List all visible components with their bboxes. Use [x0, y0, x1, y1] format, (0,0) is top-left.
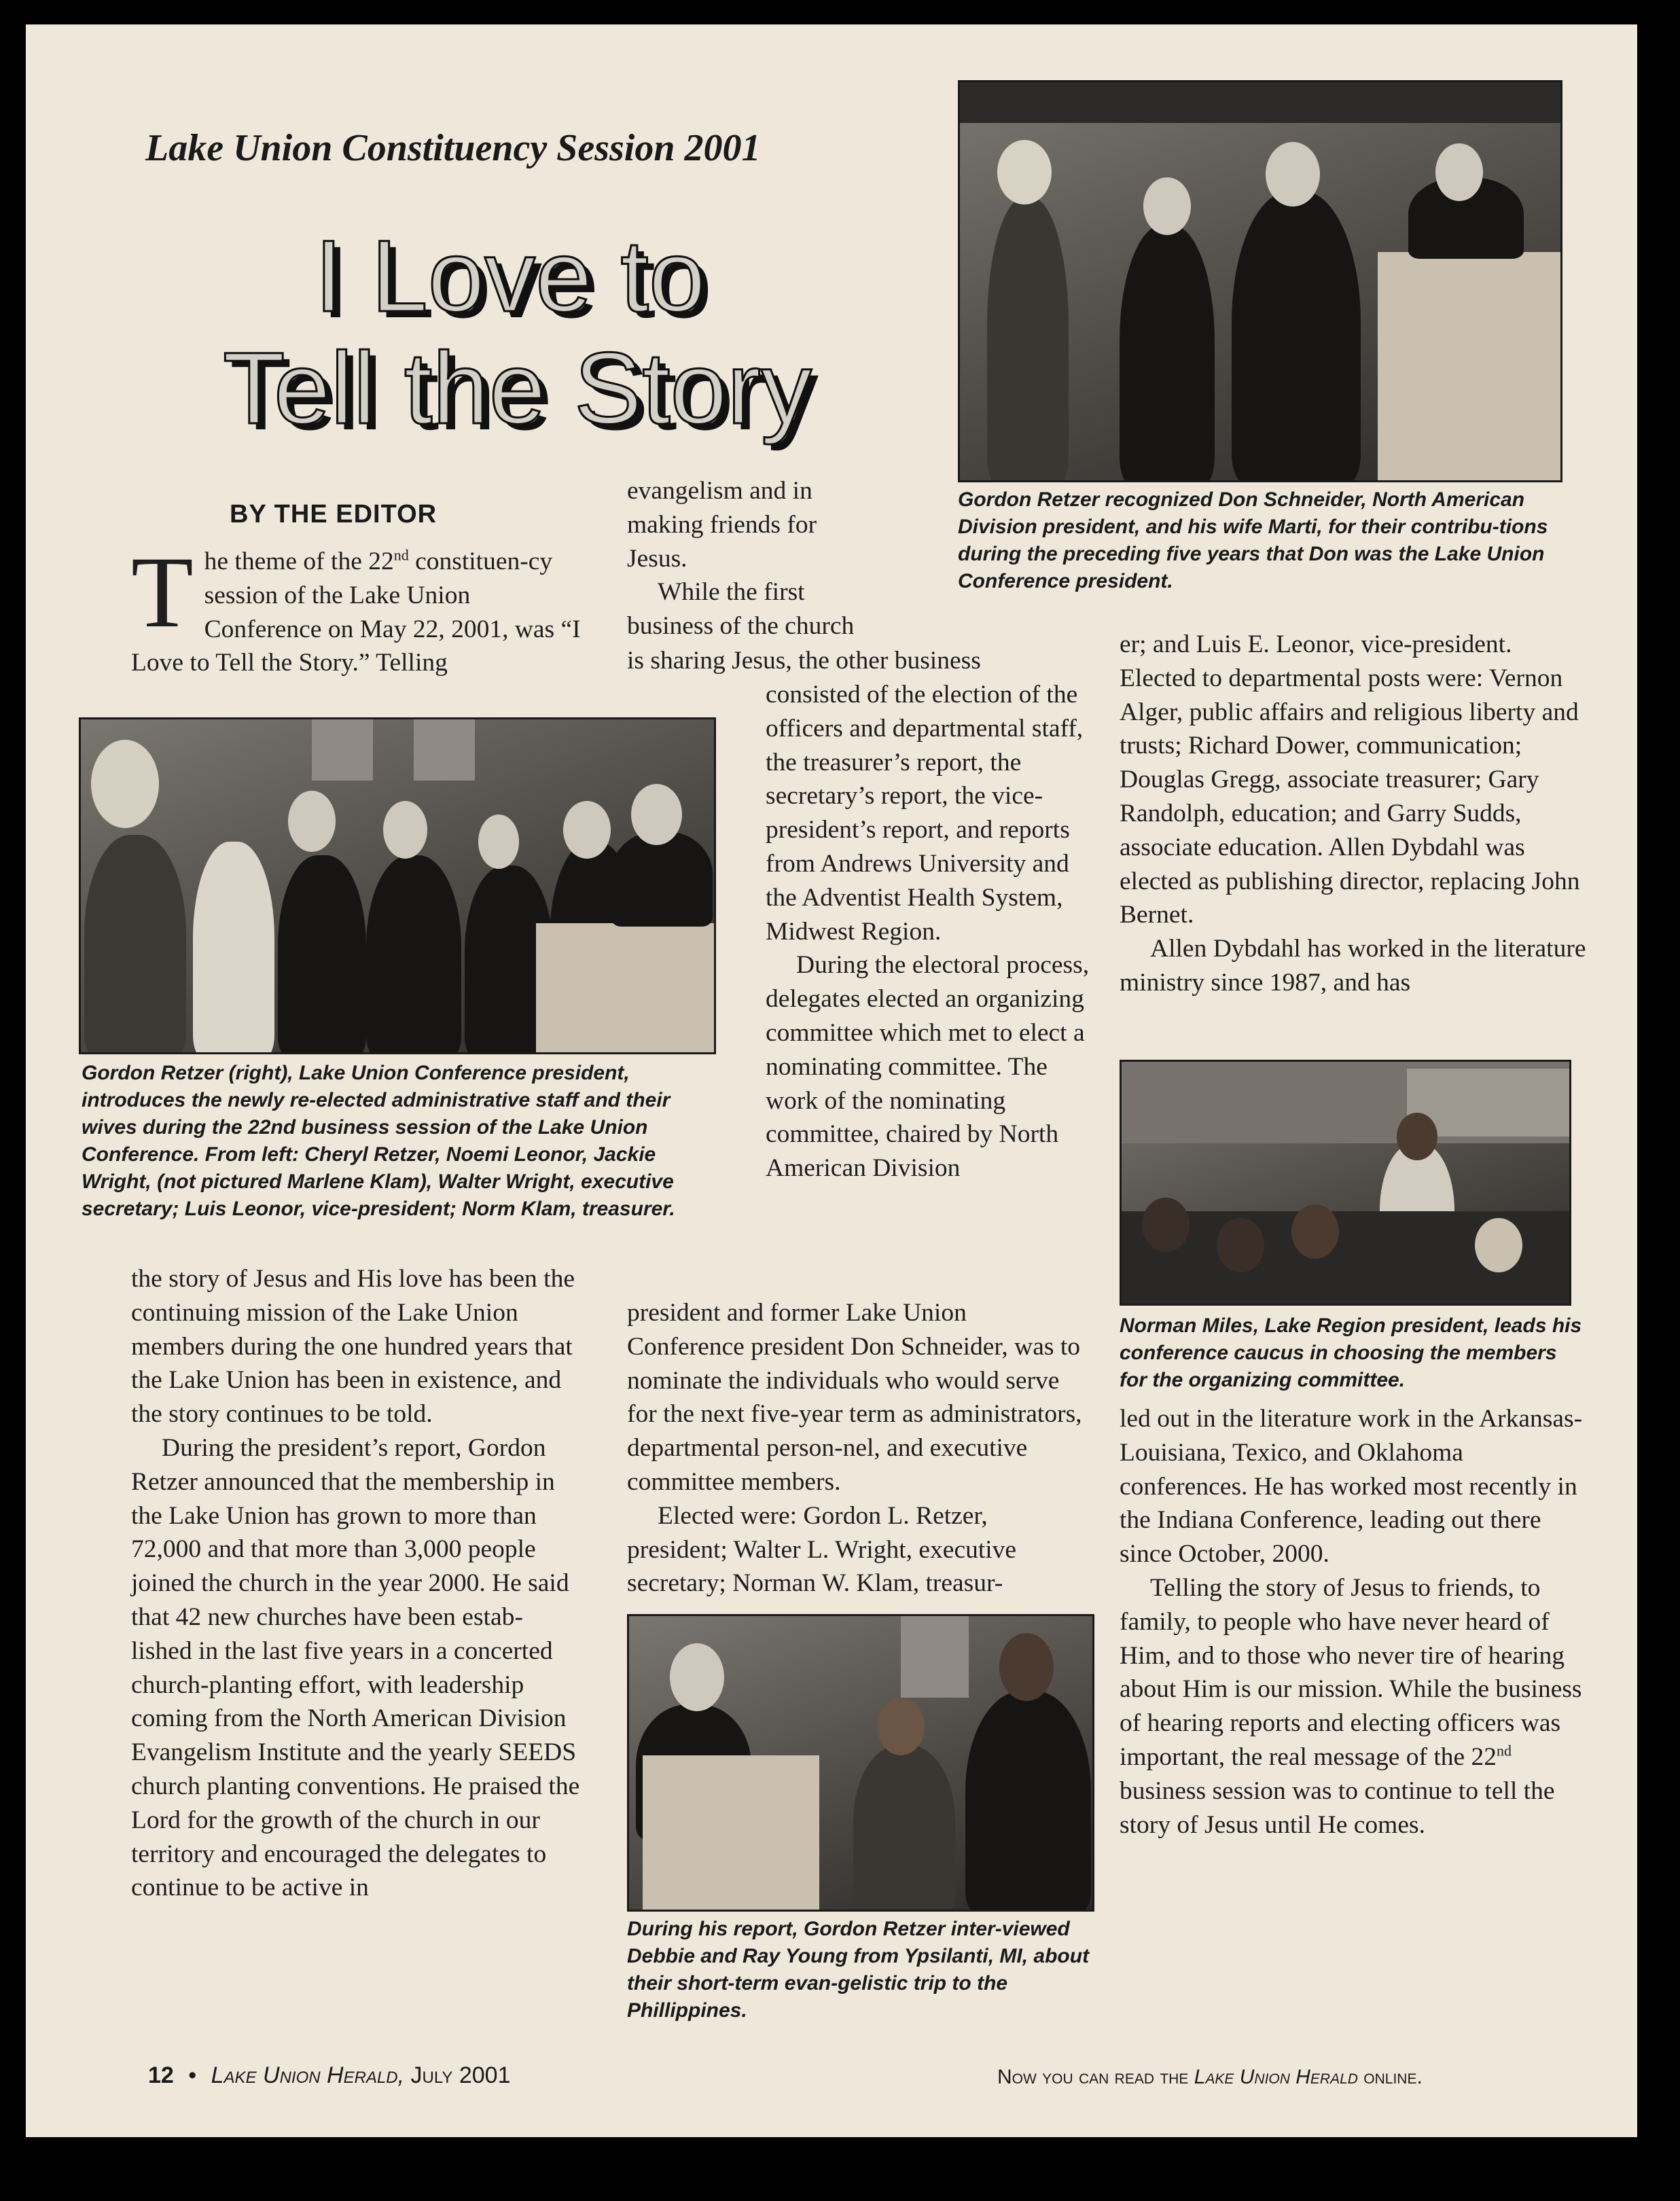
col2-lower-text: president and former Lake Union Conference president Don Schneider, was to nominate the individuals who would serve for the next five-year term as administrators, departmental person-nel, and executive committee members. Elected were: Gordon L. Retzer, president; Walter L. Wright, executive secretary; Norman W. Klam, treasur-	[627, 1299, 1082, 1598]
caption-bottom-center: During his report, Gordon Retzer inter-viewed Debbie and Ray Young from Ypsilanti, MI, about their short-term evan-gelistic trip to the Phillippines.	[627, 1918, 1090, 2022]
byline: BY THE EDITOR	[230, 500, 437, 529]
article-title-line1: I Love to	[315, 219, 706, 333]
caption-mid-left: Gordon Retzer (right), Lake Union Conference president, introduces the newly re-elected administrative staff and their wives during the 22nd business session of the Lake Union Conference. From left: Cheryl Retzer, Noemi Leonor, Jackie Wright, (not pictured Marlene Klam), Walter Wright, executive secretary; Luis Leonor, vice-president; Norm Klam, treasurer.	[82, 1062, 675, 1220]
photo-norman-miles-caucus	[1120, 1060, 1571, 1306]
caption-mid-right: Norman Miles, Lake Region president, leads his conference caucus in choosing the members for the organizing committee.	[1120, 1314, 1582, 1391]
drop-cap: T	[131, 536, 194, 649]
caption-top-right: Gordon Retzer recognized Don Schneider, North American Division president, and his wife Marti, for their contribu-tions during the preceding five years that Don was the Lake Union Conference president.	[958, 488, 1548, 592]
col3-lower-text: led out in the literature work in the Arkansas-Louisiana, Texico, and Oklahoma conferences. He has worked most recently in the Indiana Conference, leading out there since October, 2000. Telling the story of Jesus to friends, to family, to people who have never heard of Him, and to those who never tire of hearing about Him is our mission. While the business of hearing reports and electing officers was important, the real message of the 22nd business session was to continue to tell the story of Jesus until He comes.	[1120, 1405, 1583, 1839]
col1-lower-text: the story of Jesus and His love has been the continuing mission of the Lake Union members during the one hundred years that the Lake Union has been in existence, and the story continues to be told. During the president’s report, Gordon Retzer announced that the membership in the Lake Union has grown to more than 72,000 and that more than 3,000 people joined the church in the year 2000. He said that 42 new churches have been estab-lished in the last five years in a concerted church-planting effort, with leadership coming from the North American Division Evangelism Institute and the yearly SEEDS church planting conventions. He praised the Lord for the growth of the church in our territory and encouraged the delegates to continue to be active in	[131, 1265, 580, 1902]
footer-right: Now you can read the Lake Union Herald online.	[997, 2066, 1423, 2088]
page-number: 12	[148, 2062, 174, 2088]
col2-top-text: evangelism and in making friends for Jesus. While the first business of the church	[627, 477, 855, 641]
photo-administrative-staff	[79, 717, 716, 1054]
magazine-page	[26, 24, 1637, 2137]
photo-young-interview	[627, 1614, 1094, 1912]
col2-middle-text: consisted of the election of the officers and departmental staff, the treasurer’s report, the secretary’s report, the vice-president’s report, and reports from Andrews University and the Adventist Health System, Midwest Region. During the electoral process, delegates elected an organizing committee which met to elect a nominating committee. The work of the nominating committee, chaired by North American Division	[766, 681, 1090, 1183]
publication-name: Lake Union Herald,	[211, 2062, 405, 2088]
intro-paragraph: The theme of the 22nd constituen-cy session of the Lake Union Conference on May 22, 2001, was “I Love to Tell the Story.” Telling	[131, 536, 581, 677]
article-title-line2: Tell the Story	[223, 331, 812, 445]
col3-upper-text: er; and Luis E. Leonor, vice-president. Elected to departmental posts were: Vernon Alger, public affairs and religious liberty and trusts; Richard Dower, communication; Douglas Gregg, associate treasurer; Gary Randolph, education; and Garry Sudds, associate education. Allen Dybdahl was elected as publishing director, replacing John Bernet. Allen Dybdahl has worked in the literature ministry since 1987, and has	[1120, 630, 1586, 997]
footer-left: 12 • Lake Union Herald, July 2001	[148, 2062, 511, 2088]
photo-retzer-schneider	[958, 80, 1562, 482]
col2-wide-line: is sharing Jesus, the other business	[627, 647, 981, 675]
section-kicker: Lake Union Constituency Session 2001	[145, 127, 761, 169]
issue-date: July 2001	[410, 2062, 511, 2088]
